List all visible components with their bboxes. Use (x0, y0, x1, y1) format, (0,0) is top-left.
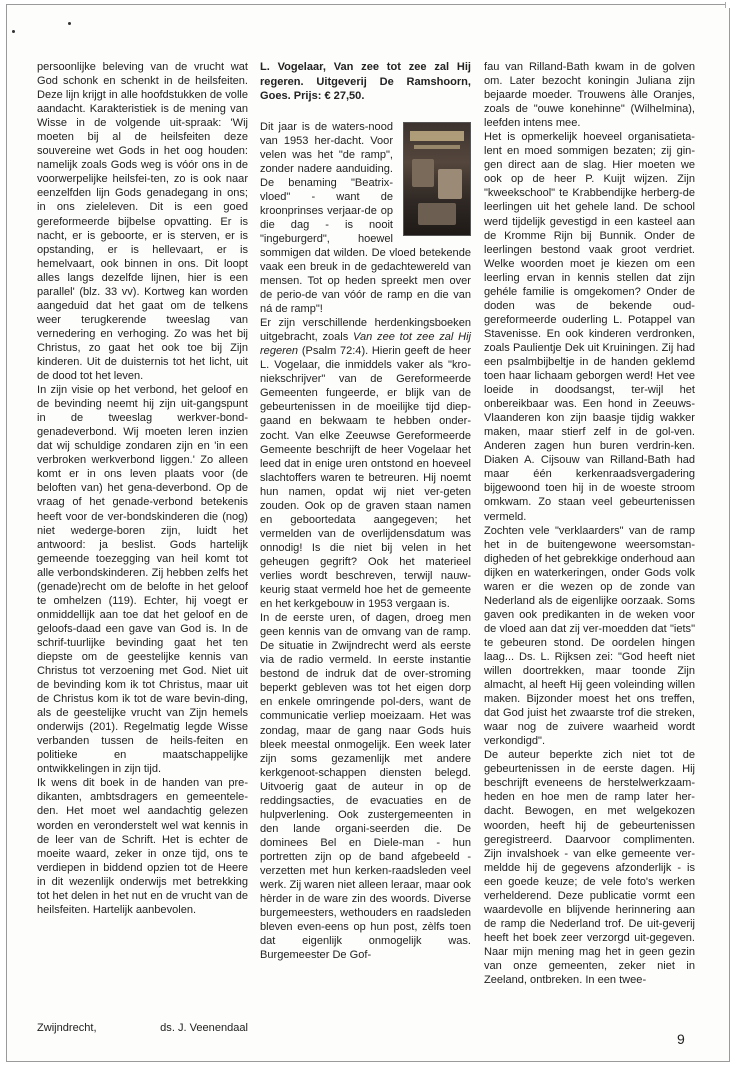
review-paragraph: Ik wens dit boek in de handen van pre-dikanten, ambtsdragers en gemeentele-den. Het moet wel aandachtig gelezen worden en veronderstelt wel wat kennis in de leer van de Schrift. Het is echter de moeite waard, zeker in onze tijd, ons te verdiepen in biddend opzien tot de Heere in dit wezenlijk onderwijs met betrekking tot het delen in het nut en de vrucht van de heilsfeiten. Hartelijk aanbevolen. (37, 777, 248, 916)
book-review-title: L. Vogelaar, Van zee tot zee zal Hij regeren. Uitgeverij De Ramshoorn, Goes. Prijs: € 27,50. (260, 61, 471, 102)
book-cover-photo (438, 169, 462, 199)
signature-author: ds. J. Veenendaal (160, 1022, 248, 1034)
page-corner (725, 2, 732, 8)
column-middle (260, 60, 471, 962)
column-right (484, 60, 695, 987)
scan-speck (12, 30, 15, 33)
book-cover-subtitle-band (414, 145, 460, 149)
review-paragraph: Er zijn verschillende herdenkingsboeken uitgebracht, zoals Van zee tot zee zal Hij regeren (Psalm 72:4). Hierin geeft de heer L. Vogelaar, die inmiddels vaker als "kro-niekschrijver" van de Gereformeerde Gemeenten fungeerde, er blijk van de gebeurtenissen in de moeilijke tijd diep-gaand en bekwaam te hebben onder-zocht. Van elke Zeeuwse Gereformeerde Gemeente beschrijft de heer Vogelaar het leed dat in enige uren ontstond en hoeveel slachtoffers waren te betreuren. Hij noemt hun namen, opdat wij niet ver-geten zouden. Ook op de graven staan namen en geboortedata aangegeven; het vermelden van de overlijdensdatum was onnodig! Is die niet bij velen in het geheugen gegrift? Ook het materieel verlies wordt beschreven, terwijl nauw-keurig staat vermeld hoe het de gemeente en het kerkgebouw in 1953 vergaan is. (260, 317, 471, 611)
book-cover-photo (412, 159, 434, 187)
review-paragraph: Dit jaar is de waters-nood van 1953 her-dacht. Voor velen was het "de ramp", zonder nadere aanduiding. De benaming "Beatrix-vloed" - want de kroonprinses verjaar-de op die dag - is nooit "ingeburgerd", hoewel sommigen dat wilden. De vloed betekende vaak een breuk in de gedachtewereld van mensen. Tot op heden spreekt men over de perio-de van vóór de ramp en die van ná de ramp"! (260, 120, 471, 316)
signature (37, 1022, 248, 1034)
book-cover-photo (418, 203, 456, 225)
signature-place: Zwijndrecht, (37, 1022, 97, 1034)
book-cover-title-band (410, 131, 464, 141)
review-paragraph: Het is opmerkelijk hoeveel organisatieta-lent en moed sommigen bezaten; zij gin-gen direct aan de slag. Hier moeten we ook op de heer P. Kuijt wijzen. Zijn "kweekschool" te Krabbendijke herberg-de leerlingen uit het gehele land. De school werd tijdelijk gevestigd in een kasteel aan de Kromme Rijn bij Bunnik. Onder de leerlingen bestond vaak groot verdriet. Welke woorden moet je kiezen om een leerling ervan in kennis stellen dat zijn gehéle familie is omgekomen? Onder de doden was de bekende oud-gereformeerde ouderling L. Potappel van Stavenisse. En ook kinderen verdronken, zoals Paulientje Dek uit Kruiningen. Zij had een psalmbijbeltje in de handen geklemd toen haar lichaam geborgen werd! Het vee loeide in doodsangst, ter-wijl het onbereikbaar was. Een hond in Zeeuws-Vlaanderen kon zijn baasje tijdig wakker maken, maar stierf zelf in de gol-ven. Anderen zagen hun buren verdrin-ken. Diaken A. Cijsouw van Rilland-Bath had maar één kerkenraadsvergadering bijgewoond toen hij in de woeste stroom omkwam. Zo staan veel gebeurtenissen vermeld. (484, 131, 695, 523)
review-paragraph: De auteur beperkte zich niet tot de gebeurtenissen in de eerste dagen. Hij beschrijft eveneens de herstelwerkzaam-heden en hoe men de ramp later her-dacht. Bewogen, en met welgekozen woorden, heeft hij de gebeurtenissen geregistreerd. Daarvoor complimenten. Zijn invalshoek - van elke gemeente ver-meldde hij de gegevens afzonderlijk - is een goede keuze; de vele foto's werken verhelderend. Deze publicatie vormt een waardevolle en blijvende herinnering aan de ramp die Nederland trof. De uit-geverij heeft het boek zeer verzorgd uit-gegeven. Naar mijn mening mag het in geen gezin van onze gemeenten, zeker niet in Zeeland, ontbreken. In een twee- (484, 749, 695, 987)
review-paragraph: fau van Rilland-Bath kwam in de golven om. Later bezocht koningin Juliana zijn bejaarde moeder. Trouwens àlle Oranjes, zoals de "ouwe konehinne" (Wilhelmina), leefden intens mee. (484, 61, 695, 130)
review-paragraph: In zijn visie op het verbond, het geloof en de bevinding neemt hij zijn uit-gangspunt in de tweeslag werkver-bond-genadeverbond. Wij moeten leren inzien dat wij schuldige zondaren zijn en 'in een verbroken werkverbond liggen.' Zo alleen komt er in ons leven plaats voor (de beloften van) het gena-deverbond. Op de vraag of het genade-verbond betekenis heeft voor de ver-bondskinderen die (nog) niet wederge-boren zijn, luidt het antwoord: ja beslist. Gods hartelijk gemeende toezegging van heil komt tot alle verbondskinderen. Zij hebben zelfs het (genade)recht om de belofte in het geloof te omhelzen (119). Echter, hij voegt er onmiddellijk aan toe dat het geloof en de geloofs-daad een gave van God is. In de schrif-tuurlijke bevinding gaat het ten diepste om de geestelijke kennis van Christus tot verzoening met God. Niet uit de bevinding kom ik tot Christus, maar uit de Christus kom ik tot de ware bevin-ding, als de geestelijke vrucht van Zijn hemels onderwijs (201). Regelmatig legde Wisse verbanden tussen de heils-feiten en politieke en maatschappelijke ontwikkelingen in zijn tijd. (37, 384, 248, 776)
book-cover-image (403, 122, 471, 236)
scan-speck (68, 22, 71, 25)
column-left (37, 60, 248, 917)
review-paragraph: persoonlijke beleving van de vrucht wat God schonk en schenkt in de heilsfeiten. Deze lijn krijgt in alle hoofdstukken de volle aandacht. Karakteristiek is de mening van Wisse in de volgende uit-spraak: 'Wij moeten bij al de heilsfeiten deze souvereine wet Gods in het oog houden: namelijk zoals Gods weg is vóór ons in de voorwerpelijke heilsfei-ten, zo is ook naar eenzelfden lijn Gods genadegang in ons; in ons zieleleven. Dit is een goed gereformeerde bijbelse opvatting. Er is nacht, er is geboorte, er is sterven, er is opstanding, er is hellevaart, er is hemelvaart, ook binnen in ons. Dit loopt alles langs dezelfde lijnen, hier is een parallel' (blz. 33 vv). Kortweg kan worden aangeduid dat het gaat om de telkens weer terugkerende tweeslag van vernedering en verhoging. Zo was het bij Christus, zo gaat het ook toe bij Zijn kinderen. Uit de duisternis tot het licht, uit de dood tot het leven. (37, 61, 248, 383)
review-paragraph: Zochten vele "verklaarders" van de ramp het in de buitengewone weersomstan-digheden of het gebrekkige onderhoud aan dijken en waterkeringen, onder Gods volk waren er die wezen op de zonde van Nederland als de eigenlijke oorzaak. Soms gaven ook predikanten in de weken voor de vloed aan dat zij ver-moedden dat "iets" te gebeuren stond. De oordelen hingen laag... Ds. L. Rijksen zei: "God heeft niet willen doortrekken, maar toonde Zijn almacht, al heeft Hij geen voleinding willen maken. Bijzonder moest het ons treffen, dat God juist het zwaarste trof die streken, waar nog de zuivere waarheid wordt verkondigd". (484, 524, 695, 748)
review-paragraph: In de eerste uren, of dagen, droeg men geen kennis van de omvang van de ramp. De situatie in Zwijndrecht werd als eerste via de radio vermeld. In eerste instantie bestond de indruk dat de over-stroming beperkt gebleven was tot het eigen dorp en enkele omringende pol-ders, want de communicatie verliep moeizaam. Het was zondag, maar de gang naar Gods huis bleek meestal onmogelijk. Een week later zijn soms gezamenlijk met andere kerkgenoot-schappen diensten belegd. Uitvoerig gaat de auteur in op de reddingsacties, de evacuaties en de hulpverlening. Ook zustergemeenten in den lande organi-seerden die. De dominees Bel en Diele-man - hun portretten zijn op de band afgebeeld - verzetten met hun kerken-raadsleden veel werk. Zij waren niet alleen leraar, maar ook hèrder in de ware zin des woords. Diverse burgemeesters, wethouders en raadsleden bleven even-eens op hun post, zèlfs toen dat eigenlijk onmogelijk was. Burgemeester De Gof- (260, 612, 471, 962)
book-title-italic: Van zee tot zee zal Hij regeren (260, 331, 471, 358)
page-number: 9 (677, 1031, 685, 1047)
